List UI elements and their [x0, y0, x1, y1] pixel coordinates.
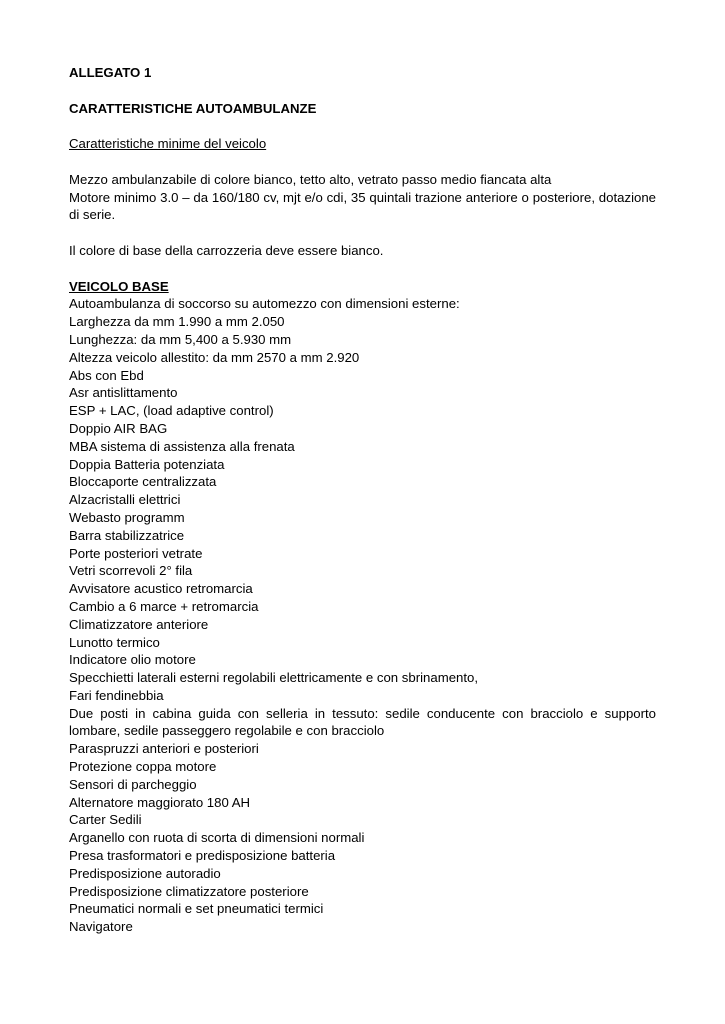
list-item: Paraspruzzi anteriori e posteriori	[69, 741, 259, 757]
list-item: Bloccaporte centralizzata	[69, 474, 217, 490]
paragraph-engine: Motore minimo 3.0 – da 160/180 cv, mjt e/o cdi, 35 quintali trazione anteriore o posteriore, dotazione di serie.	[69, 189, 656, 223]
list-item: Arganello con ruota di scorta di dimensioni normali	[69, 830, 365, 846]
list-item: Carter Sedili	[69, 812, 142, 828]
list-item: Lunghezza: da mm 5,400 a 5.930 mm	[69, 331, 292, 347]
list-item: Larghezza da mm 1.990 a mm 2.050	[69, 314, 285, 330]
list-item: Specchietti laterali esterni regolabili elettricamente e con sbrinamento,	[69, 670, 479, 686]
list-item: Autoambulanza di soccorso su automezzo con dimensioni esterne:	[69, 296, 460, 312]
list-item: Fari fendinebbia	[69, 687, 164, 703]
list-item: Alternatore maggiorato 180 AH	[69, 794, 251, 810]
list-item: Doppia Batteria potenziata	[69, 456, 225, 472]
list-item: Vetri scorrevoli 2° fila	[69, 563, 193, 579]
document-title: CARATTERISTICHE AUTOAMBULANZE	[69, 100, 317, 116]
list-item: Sensori di parcheggio	[69, 776, 197, 792]
list-item: Presa trasformatori e predisposizione batteria	[69, 848, 336, 864]
list-item: Doppio AIR BAG	[69, 420, 168, 436]
annex-title: ALLEGATO 1	[69, 65, 152, 80]
list-item: Webasto programm	[69, 509, 185, 525]
list-item: Avvisatore acustico retromarcia	[69, 581, 253, 597]
list-item: ESP + LAC, (load adaptive control)	[69, 403, 274, 419]
base-vehicle-list	[69, 295, 656, 936]
list-item: Altezza veicolo allestito: da mm 2570 a mm 2.920	[69, 349, 360, 365]
list-item: Indicatore olio motore	[69, 652, 196, 668]
list-item: Barra stabilizzatrice	[69, 527, 185, 543]
paragraph-vehicle-description: Mezzo ambulanzabile di colore bianco, tetto alto, vetrato passo medio fiancata alta	[69, 171, 552, 187]
paragraph-body-color: Il colore di base della carrozzeria deve essere bianco.	[69, 242, 384, 258]
list-item: Porte posteriori vetrate	[69, 545, 203, 561]
list-item: MBA sistema di assistenza alla frenata	[69, 438, 295, 454]
list-item: Predisposizione climatizzatore posteriore	[69, 883, 309, 899]
list-item: Pneumatici normali e set pneumatici termici	[69, 901, 324, 917]
list-item: Alzacristalli elettrici	[69, 492, 181, 508]
list-item: Lunotto termico	[69, 634, 160, 650]
list-item: Protezione coppa motore	[69, 759, 217, 775]
list-item: Navigatore	[69, 919, 133, 935]
list-item: Asr antislittamento	[69, 385, 178, 401]
section-heading-min-specs: Caratteristiche minime del veicolo	[69, 136, 267, 152]
list-item: Climatizzatore anteriore	[69, 616, 209, 632]
list-item: Cambio a 6 marce + retromarcia	[69, 598, 259, 614]
list-item: Abs con Ebd	[69, 367, 144, 383]
list-item: Due posti in cabina guida con selleria in tessuto: sedile conducente con bracciolo e supporto lombare, sedile passeggero regolabile e con bracciolo	[69, 705, 656, 739]
list-item: Predisposizione autoradio	[69, 865, 221, 881]
section-heading-base-vehicle: VEICOLO BASE	[69, 278, 169, 294]
document-body	[69, 64, 656, 936]
